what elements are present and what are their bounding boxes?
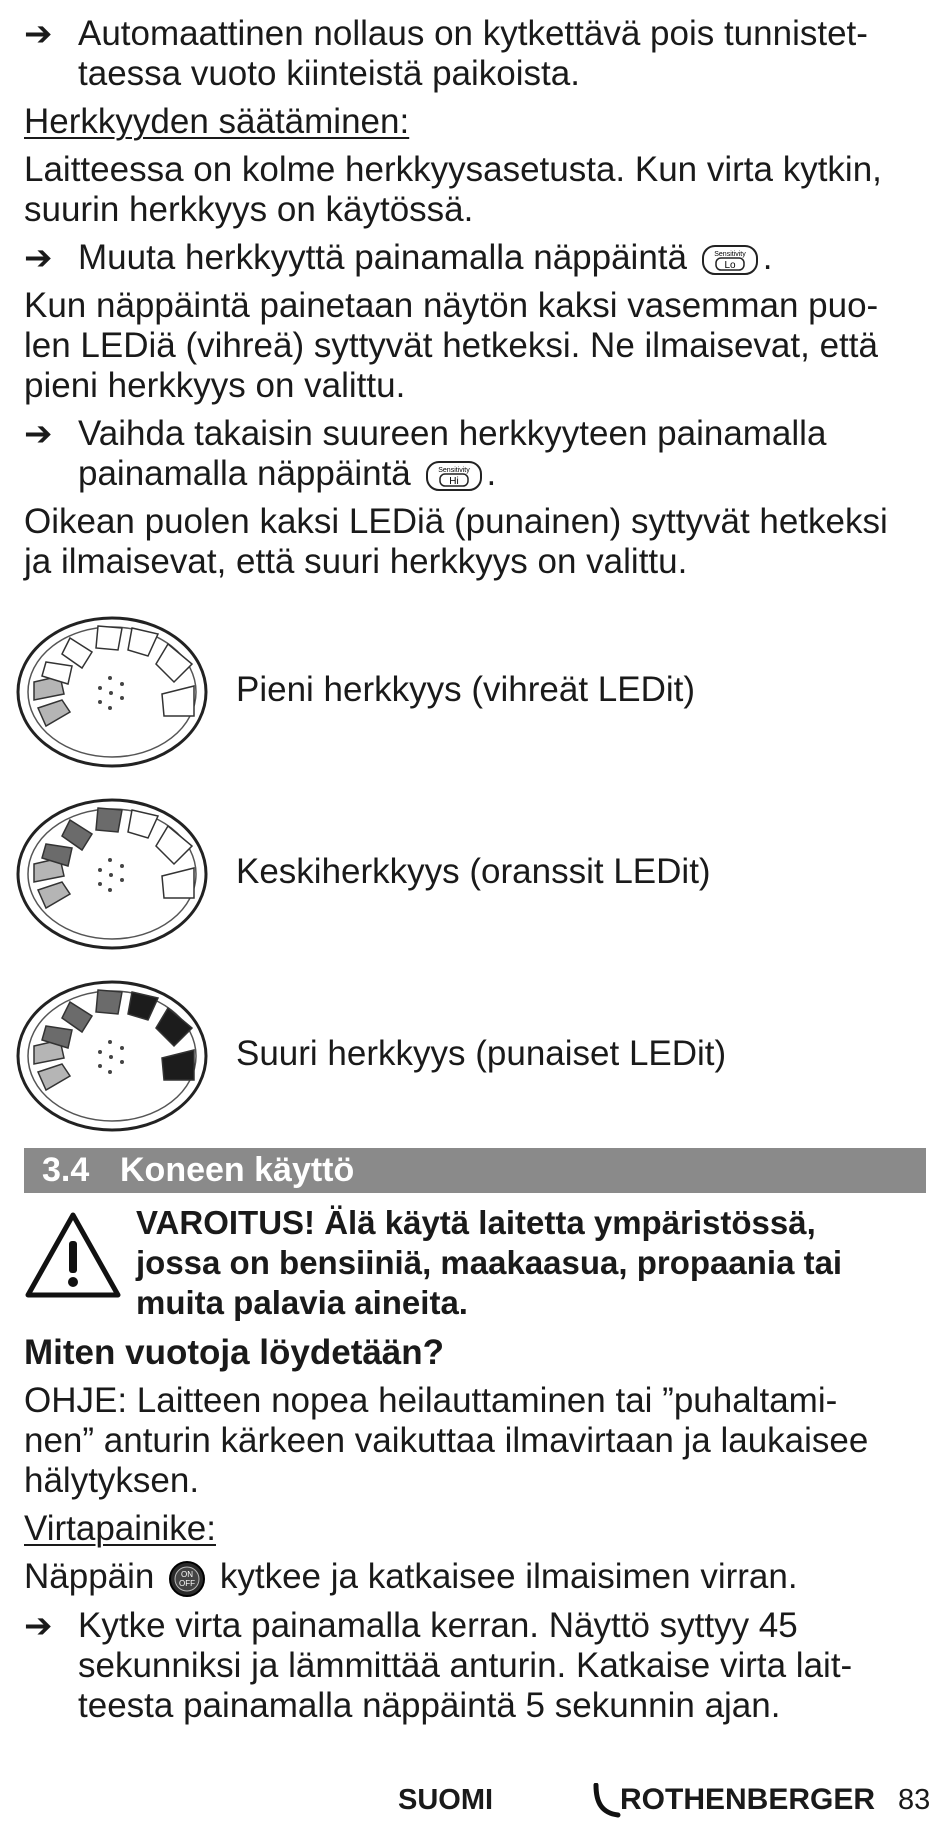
bullet-auto-reset [24, 14, 924, 94]
sensitivity-hi-key-icon [425, 460, 483, 492]
text-line: kytkee ja katkaisee ilmaisimen virran. [219, 1557, 798, 1596]
sensitivity-lo-key-icon [701, 244, 759, 276]
brand-name: ROTHENBERGER [620, 1783, 876, 1816]
sensitivity-level-low [12, 612, 892, 772]
heading-sensitivity: Herkkyyden säätäminen: [24, 102, 410, 141]
svg-text:OFF: OFF [179, 1578, 196, 1588]
text-line: sekunniksi ja lämmittää anturin. Katkaise virta lait- [78, 1645, 853, 1685]
svg-text:ON: ON [181, 1569, 194, 1579]
text-line: taessa vuoto kiinteistä paikoista. [78, 54, 580, 93]
text-line: . [762, 238, 773, 277]
usage-instructions [24, 1333, 924, 1726]
sensitivity-level-high [12, 976, 892, 1136]
bullet-power-on [24, 1606, 924, 1726]
power-description [24, 1557, 924, 1598]
text-line: hälytyksen. [24, 1461, 200, 1500]
footer-brand [592, 1780, 875, 1820]
arrow-bullet-icon: ➔ [24, 415, 53, 453]
text-line: Automaattinen nollaus on kytkettävä pois tunnistet- [78, 14, 868, 53]
text-line: painamalla näppäintä [78, 454, 411, 493]
sensitivity-label: Keskiherkkyys (oranssit LEDit) [236, 852, 711, 891]
text-line: suurin herkkyys on käytössä. [24, 190, 474, 229]
text-line: Muuta herkkyyttä painamalla näppäintä [78, 238, 687, 277]
text-line: Laitteessa on kolme herkkyysasetusta. Kun virta kytkin, [24, 150, 882, 189]
arrow-bullet-icon: ➔ [24, 15, 53, 53]
warning-triangle-icon [24, 1211, 122, 1299]
text-line: muita palavia aineita. [136, 1284, 468, 1321]
text-line: OHJE: Laitteen nopea heilauttaminen tai ”puhaltami- [24, 1381, 838, 1420]
text-line: teesta painamalla näppäintä 5 sekunnin ajan. [78, 1685, 781, 1725]
text-line: ja ilmaisevat, että suuri herkkyys on valittu. [24, 542, 688, 581]
svg-text:Sensitivity: Sensitivity [713, 250, 746, 258]
led-display-high-icon [12, 976, 212, 1136]
text-line: nen” anturin kärkeen vaikuttaa ilmavirtaan ja laukaisee [24, 1421, 869, 1460]
text-line: pieni herkkyys on valittu. [24, 366, 406, 405]
svg-text:Lo: Lo [724, 259, 736, 271]
warning-block [24, 1203, 924, 1323]
led-display-low-icon [12, 612, 212, 772]
page-body [24, 14, 924, 582]
section-header [24, 1148, 926, 1193]
text-line: Kytke virta painamalla kerran. Näyttö syttyy 45 [78, 1605, 798, 1645]
led-display-medium-icon [12, 794, 212, 954]
text-line: Vaihda takaisin suureen herkkyyteen painamalla [78, 414, 827, 453]
section-number: 3.4 [42, 1151, 90, 1189]
sensitivity-label: Pieni herkkyys (vihreät LEDit) [236, 670, 696, 709]
text-line: VAROITUS! Älä käytä laitetta ympäristössä, [136, 1204, 816, 1241]
svg-text:Sensitivity: Sensitivity [437, 466, 470, 474]
section-title: Koneen käyttö [120, 1151, 355, 1189]
arrow-bullet-icon: ➔ [24, 239, 53, 277]
svg-text:Hi: Hi [448, 475, 459, 487]
on-off-key-icon [168, 1560, 206, 1598]
sensitivity-label: Suuri herkkyys (punaiset LEDit) [236, 1034, 727, 1073]
text-line: . [486, 454, 497, 493]
footer-language: SUOMI [398, 1784, 494, 1816]
sensitivity-level-medium [12, 794, 892, 954]
text-line: jossa on bensiiniä, maakaasua, propaania tai [136, 1244, 843, 1281]
text-line: len LEDiä (vihreä) syttyvät hetkeksi. Ne ilmaisevat, että [24, 326, 878, 365]
bullet-change-sensitivity [24, 238, 924, 278]
bullet-switch-back [24, 414, 924, 494]
text-line: Kun näppäintä painetaan näytön kaksi vasemman puo- [24, 286, 879, 325]
page-number: 83 [898, 1784, 931, 1816]
rothenberger-logo-icon [592, 1783, 622, 1819]
text-line: Oikean puolen kaksi LEDiä (punainen) syttyvät hetkeksi [24, 502, 888, 541]
heading-find-leaks: Miten vuotoja löydetään? [24, 1333, 445, 1372]
warning-text [136, 1203, 924, 1323]
text-line: Näppäin [24, 1557, 155, 1596]
arrow-bullet-icon: ➔ [24, 1606, 53, 1645]
heading-power-button: Virtapainike: [24, 1509, 216, 1548]
